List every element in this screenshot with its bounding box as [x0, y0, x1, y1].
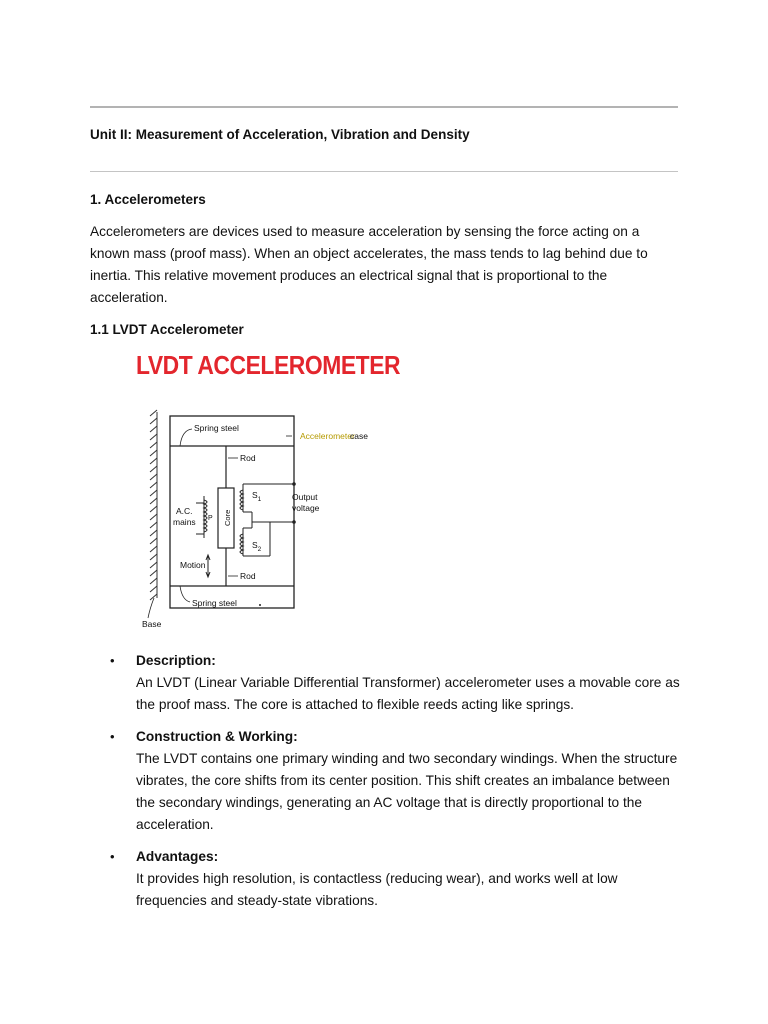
- label-case: case: [350, 431, 368, 441]
- label-accelerometer: Accelerometer: [300, 431, 355, 441]
- bullet-description: [108, 650, 688, 716]
- label-mains: mains: [173, 517, 196, 527]
- secondary-coil-s1: [240, 484, 294, 522]
- label-rod-top: Rod: [240, 453, 256, 463]
- bullet-text: An LVDT (Linear Variable Differential Transformer) accelerometer uses a movable core as the proof mass. The core is attached to flexible reeds acting like springs.: [136, 675, 680, 712]
- secondary-coil-s2: [240, 522, 270, 556]
- label-output: Output: [292, 492, 318, 502]
- label-ac: A.C.: [176, 506, 193, 516]
- bullet-dot: •: [110, 849, 115, 864]
- label-p: P: [208, 515, 213, 522]
- label-base: Base: [142, 619, 162, 629]
- label-core: Core: [223, 509, 232, 526]
- heading-divider: [90, 171, 678, 172]
- intro-paragraph: Accelerometers are devices used to measure acceleration by sensing the force acting on a known mass (proof mass). When an object accelerates, the mass tends to lag behind due to inertia. This relative movement produces an electrical signal that is proportional to the acceleration.: [90, 224, 648, 305]
- label-spring-steel-top: Spring steel: [194, 423, 239, 433]
- bullet-text: It provides high resolution, is contactless (reducing wear), and works well at low frequencies and steady-state vibrations.: [136, 871, 618, 908]
- section-heading: 1. Accelerometers: [90, 192, 206, 207]
- bullet-label: Description :: [136, 650, 688, 672]
- bullet-dot: •: [110, 729, 115, 744]
- lvdt-diagram: [140, 408, 380, 633]
- label-rod-bottom: Rod: [240, 571, 256, 581]
- figure-title: LVDT ACCELEROMETER: [136, 350, 401, 380]
- label-motion: Motion: [180, 560, 206, 570]
- top-divider: [90, 106, 678, 108]
- bullet-construction: [108, 726, 688, 836]
- bullet-label: Construction & Working :: [136, 726, 688, 748]
- motion-arrow: [206, 555, 210, 577]
- bullet-text: The LVDT contains one primary winding and two secondary windings. When the structure vibrates, the core shifts from its center position. This shift creates an imbalance between the secondary windings, generating an AC voltage that is directly proportional to the acceleration.: [136, 751, 678, 832]
- bullet-dot: •: [110, 653, 115, 668]
- label-s1: $S_1$: [252, 490, 262, 503]
- label-voltage: voltage: [292, 503, 320, 513]
- label-s2: $S_2$: [252, 540, 262, 553]
- bullet-advantages: [108, 846, 688, 912]
- primary-coil: [196, 496, 207, 538]
- subsection-heading: 1.1 LVDT Accelerometer: [90, 322, 244, 337]
- wall-hatching: [150, 410, 157, 600]
- bullet-label: Advantages :: [136, 846, 688, 868]
- unit-heading: Unit II: Measurement of Acceleration, Vibration and Density: [90, 127, 470, 142]
- label-spring-steel-bottom: Spring steel: [192, 598, 237, 608]
- feature-list: [108, 650, 688, 912]
